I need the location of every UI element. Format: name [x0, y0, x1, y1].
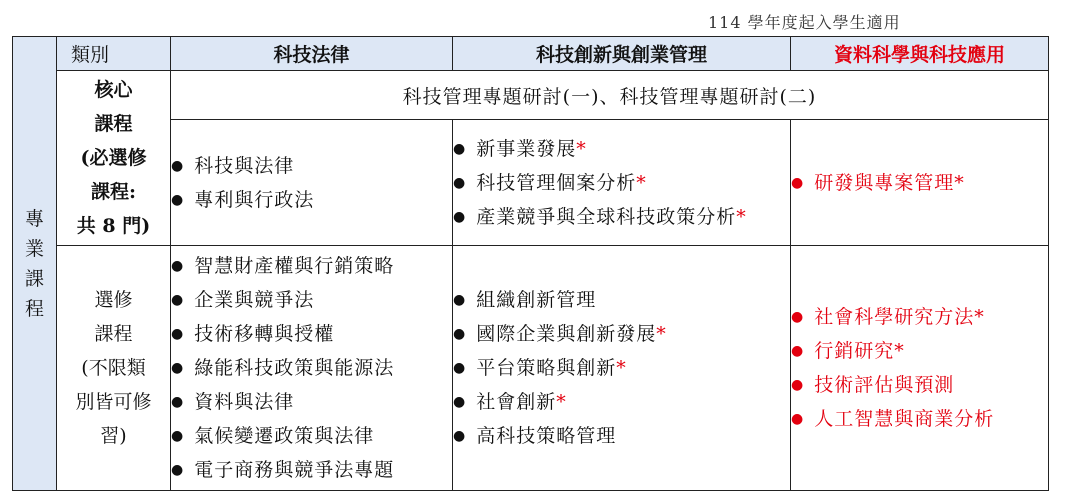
course-item: [171, 249, 452, 283]
course-item: [791, 402, 1048, 436]
bullet-icon: ●: [171, 462, 185, 478]
core-label-line: (必選修: [80, 147, 147, 169]
core-shared-row: [13, 71, 1049, 120]
course-star-marker: *: [636, 171, 647, 194]
course-name: 科技管理個案分析: [476, 171, 637, 194]
bullet-icon: ●: [453, 174, 467, 191]
course-item: [171, 183, 452, 217]
bullet-icon: ●: [791, 174, 805, 191]
section-label: 專業課程: [25, 207, 45, 320]
header-type: 類別: [57, 37, 171, 71]
bullet-icon: ●: [453, 394, 467, 410]
bullet-icon: ●: [171, 258, 185, 274]
course-item: [171, 351, 452, 385]
bullet-icon: ●: [791, 343, 805, 359]
course-name: 技術移轉與授權: [194, 323, 335, 345]
elective-label-line: 習): [100, 425, 127, 447]
elective-col-innovation: [453, 246, 791, 491]
course-item: [453, 385, 790, 419]
bullet-icon: ●: [453, 140, 467, 157]
course-name: 企業與競爭法: [194, 289, 315, 311]
course-name: 專利與行政法: [194, 188, 315, 211]
core-label-line: 課程:: [90, 181, 136, 203]
course-item: [171, 385, 452, 419]
bullet-icon: ●: [791, 411, 805, 427]
header-innovation-entrepreneurship: 科技創新與創業管理: [453, 37, 791, 71]
course-star-marker: *: [556, 391, 567, 413]
core-label: [57, 71, 171, 246]
course-item: [791, 368, 1048, 402]
course-name: 社會創新: [476, 391, 557, 413]
bullet-icon: ●: [171, 326, 185, 342]
course-item: [453, 419, 790, 453]
course-star-marker: *: [616, 357, 627, 379]
course-star-marker: *: [974, 306, 985, 328]
bullet-icon: ●: [453, 428, 467, 444]
course-item: [171, 453, 452, 487]
elective-label-line: (不限類: [81, 357, 146, 379]
course-name: 綠能科技政策與能源法: [194, 357, 395, 379]
course-item: [171, 283, 452, 317]
course-item: [791, 166, 1048, 200]
course-name: 電子商務與競爭法專題: [194, 459, 395, 481]
core-col-innovation: [453, 120, 791, 246]
course-name: 新事業發展: [476, 137, 577, 160]
bullet-icon: ●: [453, 208, 467, 225]
elective-label-line: 選修: [94, 289, 133, 311]
elective-col-data-science: [791, 246, 1049, 491]
header-tech-law: 科技法律: [171, 37, 453, 71]
course-star-marker: *: [576, 137, 587, 160]
elective-col-tech-law: [171, 246, 453, 491]
section-label-cell: [13, 37, 57, 491]
course-name: 人工智慧與商業分析: [814, 408, 995, 430]
course-item: [453, 200, 790, 234]
course-star-marker: *: [894, 340, 905, 362]
course-name: 科技與法律: [194, 154, 295, 177]
course-star-marker: *: [954, 171, 965, 194]
course-item: [171, 419, 452, 453]
bullet-icon: ●: [171, 428, 185, 444]
course-name: 國際企業與創新發展: [476, 323, 657, 345]
course-name: 組織創新管理: [476, 289, 597, 311]
bullet-icon: ●: [453, 326, 467, 342]
course-item: [171, 149, 452, 183]
applicability-note: 114 學年度起入學生適用: [708, 13, 901, 32]
course-item: [453, 351, 790, 385]
header-row: [13, 37, 1049, 71]
course-name: 研發與專案管理: [814, 171, 955, 194]
course-item: [791, 334, 1048, 368]
course-item: [791, 300, 1048, 334]
bullet-icon: ●: [791, 309, 805, 325]
core-label-line: 共 8 門): [76, 215, 151, 237]
core-col-data-science: [791, 120, 1049, 246]
bullet-icon: ●: [791, 377, 805, 393]
course-name: 資料與法律: [194, 391, 295, 413]
course-star-marker: *: [736, 205, 747, 228]
course-item: [453, 132, 790, 166]
elective-label-line: 課程: [94, 323, 133, 345]
bullet-icon: ●: [171, 191, 185, 208]
header-data-science: 資料科學與科技應用: [791, 37, 1049, 71]
bullet-icon: ●: [171, 360, 185, 376]
course-name: 行銷研究: [814, 340, 895, 362]
core-label-line: 課程: [94, 113, 133, 135]
course-name: 產業競爭與全球科技政策分析: [476, 205, 737, 228]
course-name: 社會科學研究方法: [814, 306, 975, 328]
course-name: 氣候變遷政策與法律: [194, 425, 375, 447]
course-name: 平台策略與創新: [476, 357, 617, 379]
core-label-line: 核心: [94, 79, 133, 101]
core-shared-courses: 科技管理專題研討(一)、科技管理專題研討(二): [171, 71, 1049, 120]
curriculum-table: [12, 36, 1049, 491]
core-col-tech-law: [171, 120, 453, 246]
elective-row: [13, 246, 1049, 491]
course-name: 技術評估與預測: [814, 374, 955, 396]
course-name: 智慧財產權與行銷策略: [194, 255, 395, 277]
course-name: 高科技策略管理: [476, 425, 617, 447]
bullet-icon: ●: [453, 360, 467, 376]
course-item: [453, 166, 790, 200]
course-star-marker: *: [656, 323, 667, 345]
course-item: [171, 317, 452, 351]
bullet-icon: ●: [453, 292, 467, 308]
bullet-icon: ●: [171, 292, 185, 308]
bullet-icon: ●: [171, 394, 185, 410]
course-item: [453, 283, 790, 317]
course-item: [453, 317, 790, 351]
bullet-icon: ●: [171, 157, 185, 174]
elective-label-line: 別皆可修: [75, 391, 152, 413]
elective-label: [57, 246, 171, 491]
